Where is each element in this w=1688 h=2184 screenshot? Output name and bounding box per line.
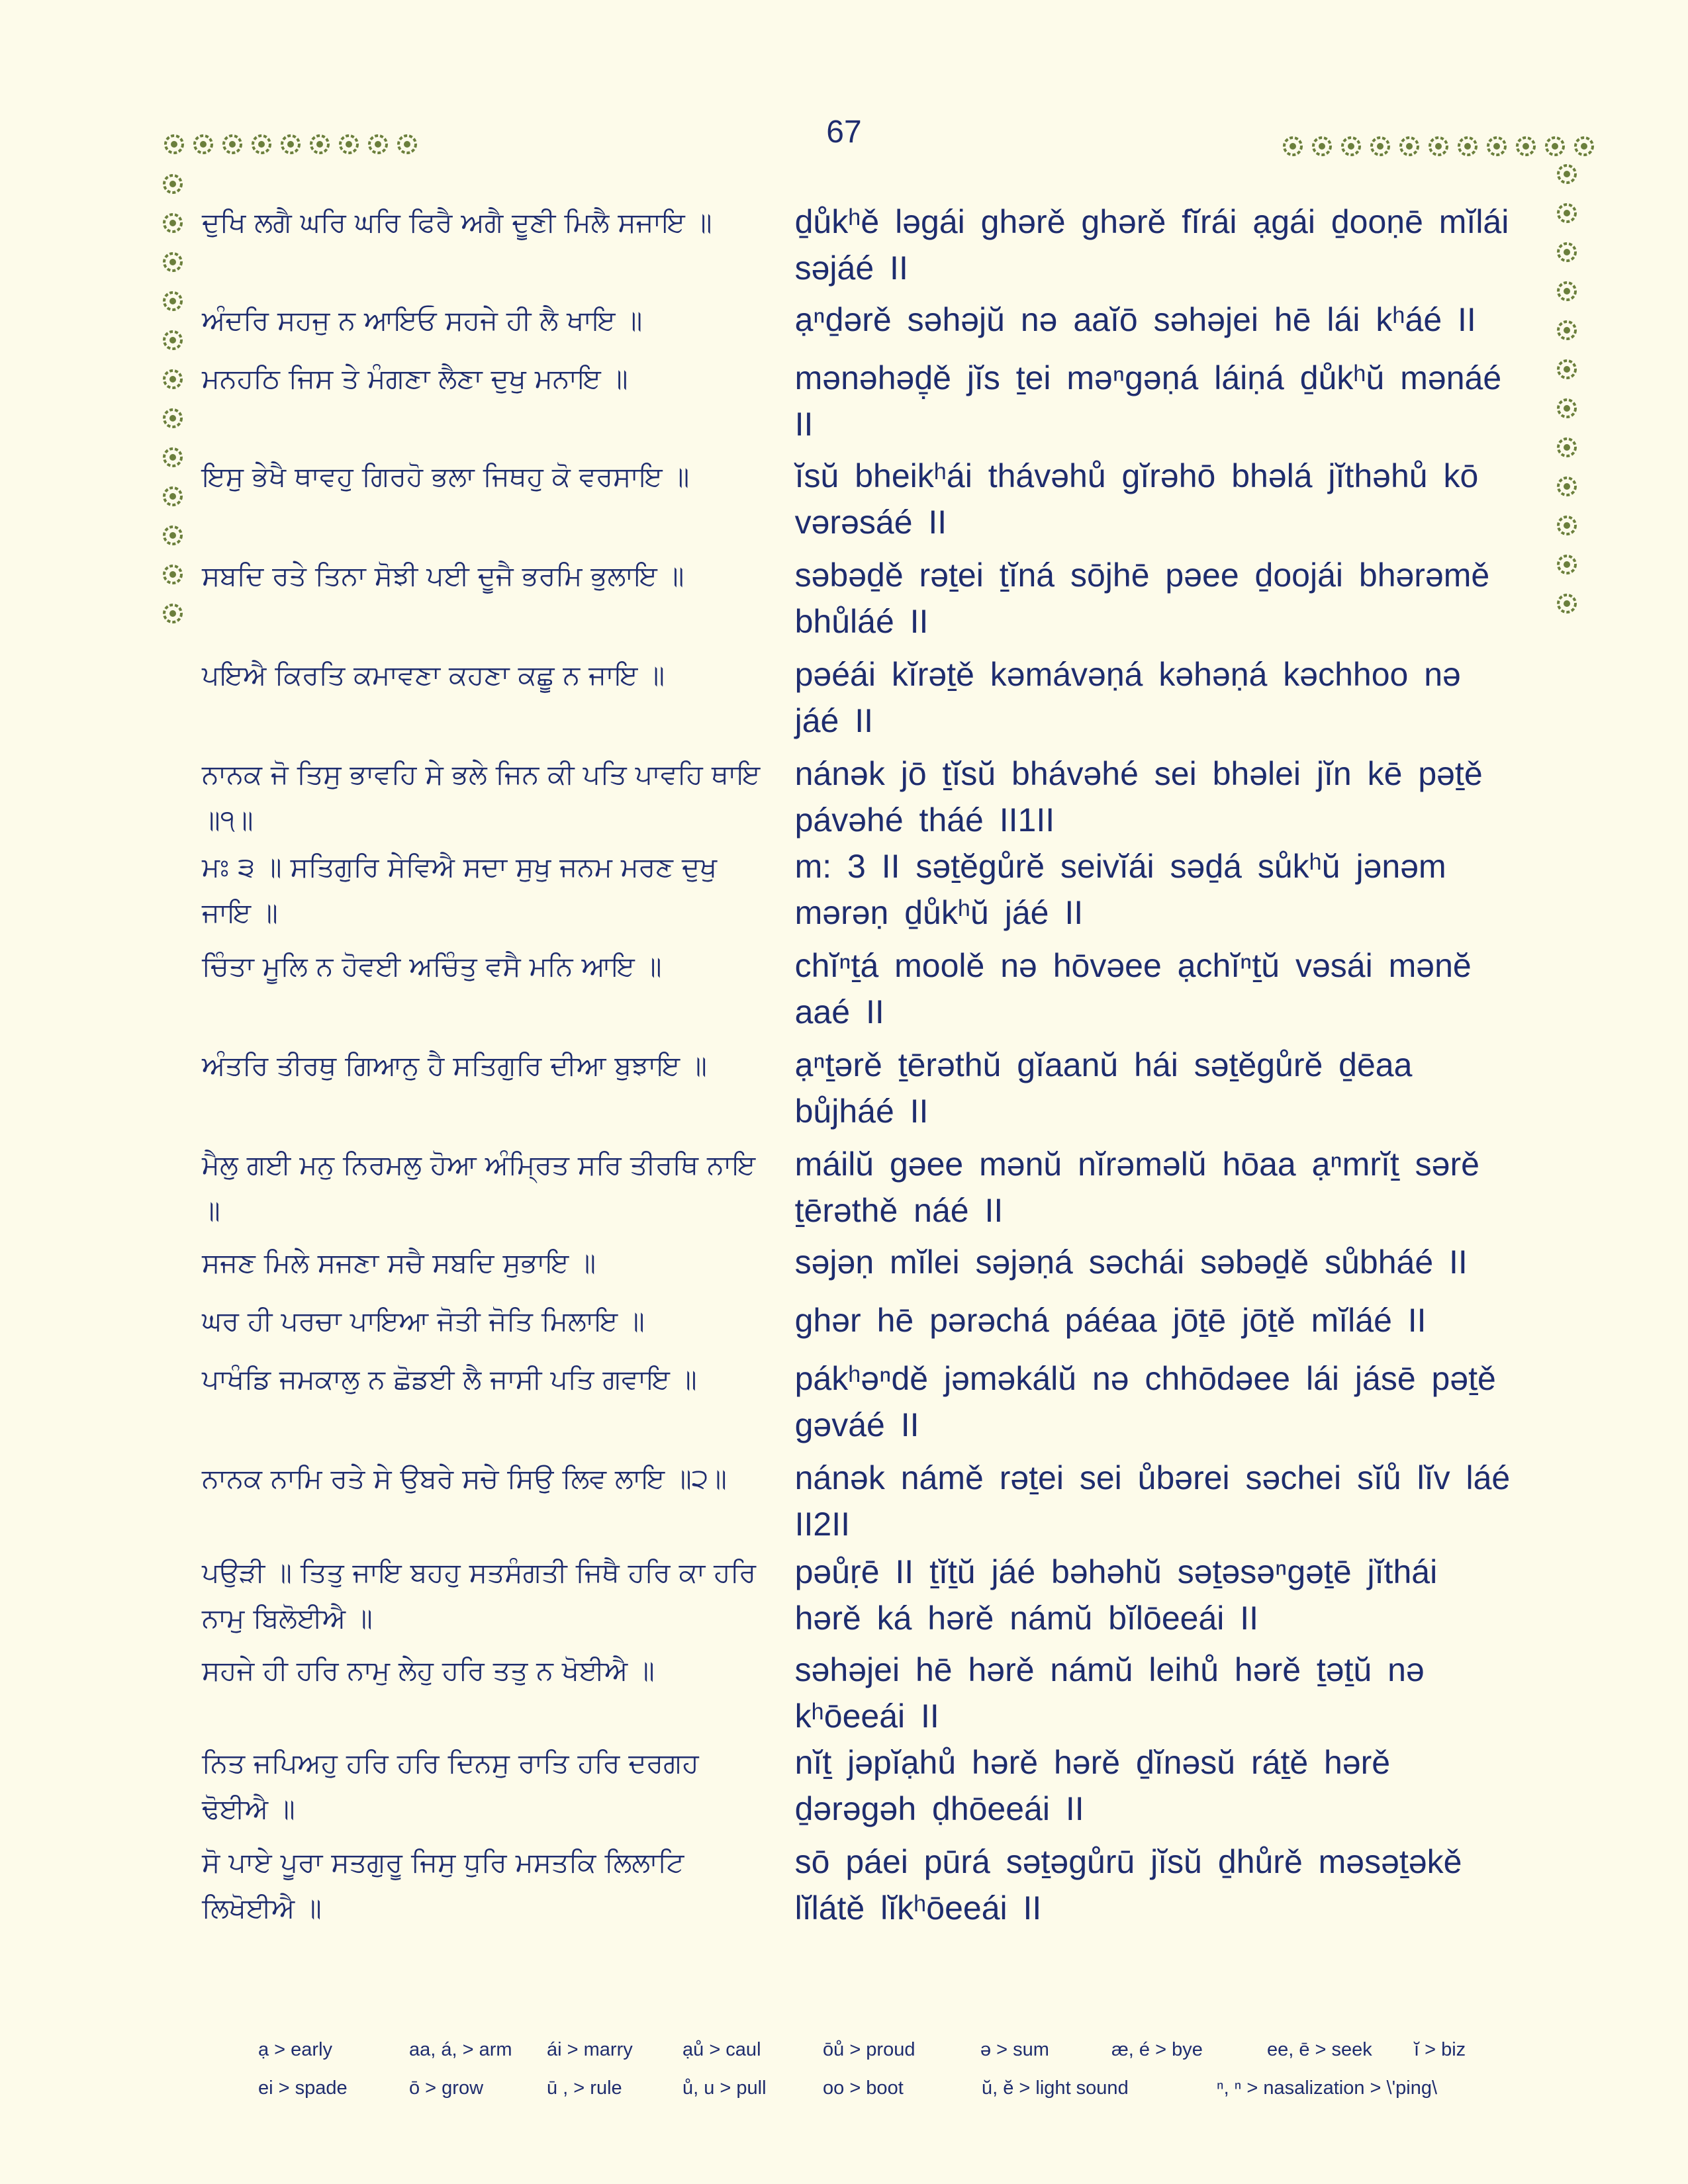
verse-row (202, 1355, 1519, 1455)
gurmukhi-line: ਸਜਣ ਮਿਲੇ ਸਜਣਾ ਸਚੈ ਸਬਦਿ ਸੁਭਾਇ ॥ (202, 1247, 596, 1279)
gurmukhi-line: ਮੈਲੁ ਗਈ ਮਨੁ ਨਿਰਮਲੁ ਹੋਆ ਅੰਮ੍ਰਿਤ ਸਰਿ ਤੀਰਥਿ ਨਾਇ ॥ (202, 1149, 756, 1226)
gurmukhi-line: ਪਾਖੰਡਿ ਜਮਕਾਲੁ ਨ ਛੋਡਈ ਲੈ ਜਾਸੀ ਪਤਿ ਗਵਾਇ ॥ (202, 1363, 697, 1395)
flower-icon (308, 132, 332, 156)
gurmukhi-line: ਨਾਨਕ ਨਾਮਿ ਰਤੇ ਸੇ ਉਬਰੇ ਸਚੇ ਸਿਉ ਲਿਵ ਲਾਇ ॥੨॥ (202, 1463, 727, 1494)
flower-icon (1572, 134, 1596, 158)
flower-icon (1555, 592, 1579, 615)
verse-row (202, 751, 1519, 843)
legend-item: ái > marry (547, 2038, 633, 2060)
gurmukhi-line: ਪਉੜੀ ॥ ਤਿਤੁ ਜਾਇ ਬਹਹੁ ਸਤਸੰਗਤੀ ਜਿਥੈ ਹਰਿ ਕਾ ਹਰਿ ਨਾਮੁ ਬਿਲੋਈਐ ॥ (202, 1557, 757, 1634)
flower-icon (161, 445, 185, 469)
flower-icon (1456, 134, 1479, 158)
flower-icon (161, 367, 185, 391)
legend-row (258, 2069, 1483, 2107)
transliteration-line: chĭⁿṯá moolě nə hōvəee ạchĭⁿṯŭ vəsái mənĕ aaé II (794, 947, 1472, 1030)
verse-row (202, 552, 1519, 651)
transliteration-line: səjəṇ mĭlei səjəṇá səchái səbəḏě sůbháé II (794, 1244, 1468, 1281)
gurmukhi-line: ਸਹਜੇ ਹੀ ਹਰਿ ਨਾਮੁ ਲੇਹੁ ਹਰਿ ਤਤੁ ਨ ਖੋਈਐ ॥ (202, 1655, 655, 1686)
transliteration-line: pəůṛē II ṯĭṯŭ jáé bəhəhŭ səṯəsəⁿgəṯē jĭthái hərě ká hərě námŭ bĭlōeeái II (794, 1553, 1438, 1637)
ornament-border-right (1555, 162, 1581, 615)
legend-item: ạ > early (258, 2038, 333, 2060)
gurmukhi-line: ਨਾਨਕ ਜੋ ਤਿਸੁ ਭਾਵਹਿ ਸੇ ਭਲੇ ਜਿਨ ਕੀ ਪਤਿ ਪਾਵਹਿ ਥਾਇ ॥੧॥ (202, 758, 761, 836)
transliteration-line: máilŭ gəee mənŭ nĭrəməlŭ hōaa ạⁿmrĭṯ sərě ṯērəthě náé II (794, 1146, 1479, 1229)
verse-row (202, 942, 1519, 1042)
legend-item: oo > boot (823, 2077, 904, 2099)
flower-icon (161, 602, 185, 625)
ornament-border-top-right (1281, 133, 1596, 159)
verse-row (202, 1647, 1519, 1739)
legend-item: ei > spade (258, 2077, 348, 2099)
gurmukhi-line: ਅੰਤਰਿ ਤੀਰਥੁ ਗਿਆਨੁ ਹੈ ਸਤਿਗੁਰਿ ਦੀਆ ਬੁਝਾਇ ॥ (202, 1050, 707, 1081)
legend-item: ū , > rule (547, 2077, 622, 2099)
legend-item: ŭ, ĕ > light sound (982, 2077, 1129, 2099)
flower-icon (1555, 435, 1579, 459)
flower-icon (1555, 357, 1579, 381)
transliteration-line: ạⁿṯərě ṯērəthŭ gĭaanŭ hái səṯĕgůrĕ ḏēaa bůjháé II (794, 1046, 1413, 1130)
legend-item: æ, é > bye (1111, 2038, 1203, 2060)
gurmukhi-line: ਚਿੰਤਾ ਮੂਲਿ ਨ ਹੋਵਈ ਅਚਿੰਤੁ ਵਸੈ ਮਨਿ ਆਇ ॥ (202, 950, 662, 982)
flower-icon (1427, 134, 1450, 158)
verse-row (202, 1549, 1519, 1647)
verse-row (202, 1239, 1519, 1297)
flower-icon (1310, 134, 1334, 158)
gurmukhi-line: ਇਸੁ ਭੇਖੈ ਥਾਵਹੁ ਗਿਰਹੋ ਭਲਾ ਜਿਥਹੁ ਕੋ ਵਰਸਾਇ ॥ (202, 461, 690, 492)
flower-icon (395, 132, 419, 156)
transliteration-line: səbəḏě rəṯei ṯĭná sōjhē pəee ḏoojái bhərəmě bhůláé II (794, 557, 1490, 640)
verse-row (202, 1141, 1519, 1239)
gurmukhi-line: ਨਿਤ ਜਪਿਅਹੁ ਹਰਿ ਹਰਿ ਦਿਨਸੁ ਰਾਤਿ ਹਰਿ ਦਰਗਹ ਢੋਈਐ ॥ (202, 1747, 699, 1825)
flower-icon (337, 132, 361, 156)
verse-row (202, 843, 1519, 942)
flower-icon (161, 328, 185, 352)
legend-item: ōů > proud (823, 2038, 915, 2060)
flower-icon (1555, 514, 1579, 537)
verse-row (202, 1455, 1519, 1549)
flower-icon (1397, 134, 1421, 158)
verse-row (202, 1839, 1519, 1938)
flower-icon (1485, 134, 1509, 158)
flower-icon (1339, 134, 1363, 158)
ornament-border-left (161, 172, 187, 625)
gurmukhi-line: ਘਰ ਹੀ ਪਰਚਾ ਪਾਇਆ ਜੋਤੀ ਜੋਤਿ ਮਿਲਾਇ ॥ (202, 1305, 645, 1337)
legend-item: ů, u > pull (682, 2077, 767, 2099)
flower-icon (161, 406, 185, 430)
flower-icon (161, 484, 185, 508)
page-number: 67 (826, 114, 862, 150)
legend-item: ō > grow (409, 2077, 484, 2099)
gurmukhi-line: ਸੋ ਪਾਏ ਪੂਰਾ ਸਤਗੁਰੂ ਜਿਸੁ ਧੁਰਿ ਮਸਤਕਿ ਲਿਲਾਟਿ ਲਿਖੋਈਐ ॥ (202, 1846, 684, 1924)
verse-row (202, 453, 1519, 552)
flower-icon (161, 523, 185, 547)
legend-item: ạů > caul (682, 2038, 761, 2060)
flower-icon (161, 563, 185, 586)
verse-row (202, 355, 1519, 453)
verse-row (202, 1739, 1519, 1839)
pronunciation-legend (258, 2030, 1483, 2107)
transliteration-line: ghər hē pərəchá páéaa jōṯē jōṯě mĭláé II (794, 1302, 1427, 1339)
flower-icon (1281, 134, 1305, 158)
flower-icon (1543, 134, 1567, 158)
transliteration-line: ḏůkʰě ləgái ghərě ghərě fĭrái ạgái ḏooṇē mĭlái səjáé II (794, 203, 1509, 287)
verse-table (202, 199, 1519, 1938)
flower-icon (1514, 134, 1538, 158)
legend-item: ⁿ, ⁿ > nasalization > \'ping\ (1217, 2077, 1438, 2099)
transliteration-line: nánək námě rəṯei sei ůbərei səchei sĭů lĭv láé II2II (794, 1459, 1511, 1543)
verse-row (202, 199, 1519, 296)
flower-icon (1368, 134, 1392, 158)
transliteration-line: mənəhəḏ̣ě jĭs ṯei məⁿgəṇá láiṇá ḏůkʰŭ mənáé II (794, 359, 1502, 443)
verse-row (202, 296, 1519, 355)
flower-icon (279, 132, 303, 156)
transliteration-line: pákʰəⁿdě jəməkálŭ nə chhōdəee lái jásē pəṯě gəváé II (794, 1360, 1496, 1443)
transliteration-line: m: 3 II səṯĕgůrĕ seivĭái səḏá sůkʰŭ jənəm mərəṇ ḏůkʰŭ jáé II (794, 848, 1446, 931)
legend-item: ee, ē > seek (1267, 2038, 1372, 2060)
verse-row (202, 1042, 1519, 1141)
flower-icon (1555, 240, 1579, 264)
gurmukhi-line: ਮਃ ੩ ॥ ਸਤਿਗੁਰਿ ਸੇਵਿਐ ਸਦਾ ਸੁਖੁ ਜਨਮ ਮਰਣ ਦੁਖੁ ਜਾਇ ॥ (202, 851, 718, 929)
ornament-border-top-left (162, 131, 419, 158)
flower-icon (250, 132, 273, 156)
flower-icon (366, 132, 390, 156)
gurmukhi-line: ਪਇਐ ਕਿਰਤਿ ਕਮਾਵਣਾ ਕਹਣਾ ਕਛੂ ਨ ਜਾਇ ॥ (202, 659, 665, 691)
flower-icon (220, 132, 244, 156)
flower-icon (1555, 396, 1579, 420)
flower-icon (1555, 201, 1579, 225)
flower-icon (1555, 279, 1579, 303)
flower-icon (161, 211, 185, 235)
gurmukhi-line: ਮਨਹਠਿ ਜਿਸ ਤੇ ਮੰਗਣਾ ਲੈਣਾ ਦੁਖੁ ਮਨਾਇ ॥ (202, 363, 628, 394)
flower-icon (162, 132, 186, 156)
transliteration-line: səhəjei hē hərě námŭ leihů hərě ṯəṯŭ nə kʰōeeái II (794, 1651, 1425, 1735)
transliteration-line: nánək jō ṯĭsŭ bhávəhé sei bhəlei jĭn kē pəṯě pávəhé tháé II1II (794, 755, 1483, 839)
transliteration-line: nĭṯ jəpĭạhů hərě hərě ḏĭnəsŭ ráṯě hərě ḏərəgəh ḍhōeeái II (794, 1744, 1391, 1827)
verse-row (202, 1297, 1519, 1355)
flower-icon (1555, 475, 1579, 498)
transliteration-line: ĭsŭ bheikʰái thávəhů gĭrəhō bhəlá jĭthəhů kō vərəsáé II (794, 457, 1479, 541)
transliteration-line: pəéái kĭrəṯě kəmávəṇá kəhəṇá kəchhoo nə jáé II (794, 656, 1461, 739)
flower-icon (1555, 162, 1579, 186)
flower-icon (161, 289, 185, 313)
flower-icon (1555, 553, 1579, 576)
transliteration-line: ạⁿḏərě səhəjŭ nə aaĭō səhəjei hē lái kʰáé II (794, 301, 1476, 338)
flower-icon (191, 132, 215, 156)
gurmukhi-line: ਦੁਖਿ ਲਗੈ ਘਰਿ ਘਰਿ ਫਿਰੈ ਅਗੈ ਦੂਣੀ ਮਿਲੈ ਸਜਾਇ ॥ (202, 206, 712, 238)
flower-icon (161, 172, 185, 196)
legend-row (258, 2030, 1483, 2069)
gurmukhi-line: ਅੰਦਰਿ ਸਹਜੁ ਨ ਆਇਓ ਸਹਜੇ ਹੀ ਲੈ ਖਾਇ ॥ (202, 304, 643, 336)
flower-icon (161, 250, 185, 274)
gurmukhi-line: ਸਬਦਿ ਰਤੇ ਤਿਨਾ ਸੋਝੀ ਪਈ ਦੂਜੈ ਭਰਮਿ ਭੁਲਾਇ ॥ (202, 560, 684, 592)
legend-item: aa, á, > arm (409, 2038, 512, 2060)
flower-icon (1555, 318, 1579, 342)
transliteration-line: sō páei pūrá səṯəgůrū jĭsŭ ḏhůrě məsəṯəkě lĭlátě lĭkʰōeeái II (794, 1843, 1462, 1927)
legend-item: ə > sum (980, 2038, 1049, 2060)
verse-row (202, 651, 1519, 751)
legend-item: ĭ > biz (1414, 2038, 1466, 2060)
